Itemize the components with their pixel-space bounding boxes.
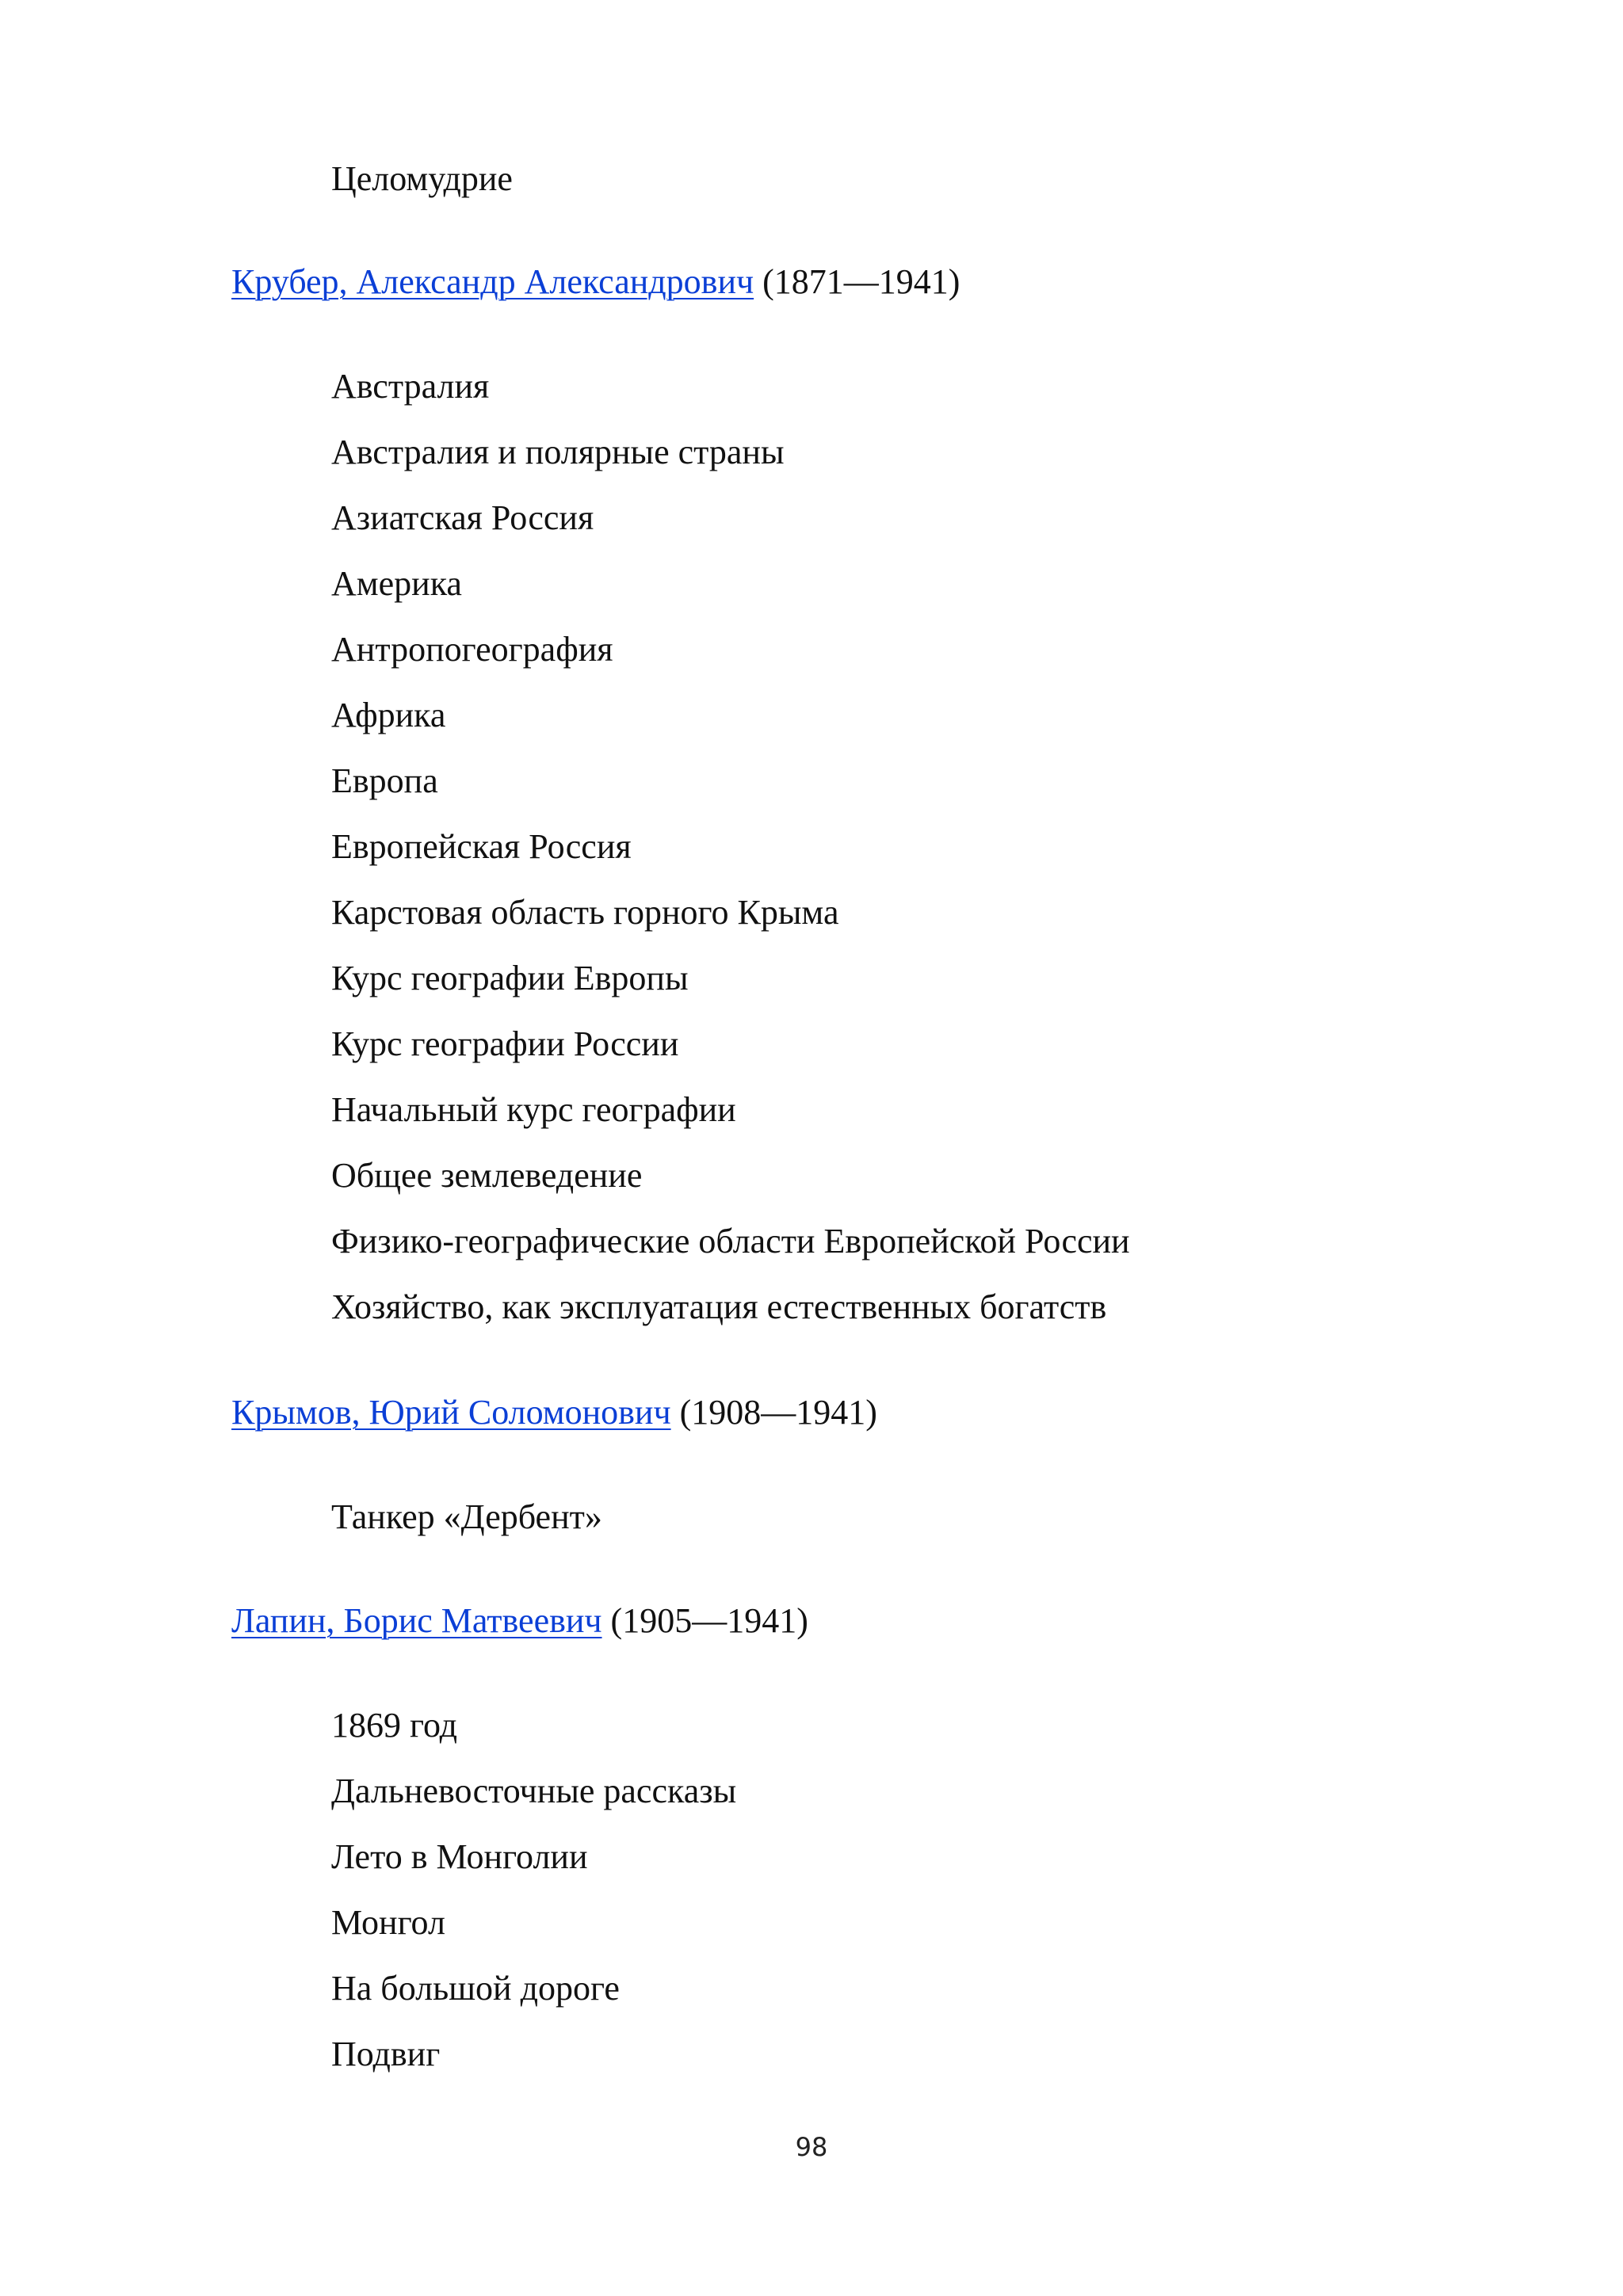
book-title: 1869 год bbox=[331, 1706, 458, 1745]
book-title: Карстовая область горного Крыма bbox=[331, 893, 839, 932]
book-title: Общее землеведение bbox=[331, 1156, 643, 1195]
author-link[interactable]: Лапин, Борис Матвеевич bbox=[231, 1601, 602, 1640]
book-title: Антропогеография bbox=[331, 630, 613, 669]
author-years: (1908—1941) bbox=[679, 1393, 877, 1432]
author-link[interactable]: Крубер, Александр Александрович bbox=[231, 262, 754, 301]
author-link[interactable]: Крымов, Юрий Соломонович bbox=[231, 1393, 671, 1432]
book-title: Азиатская Россия bbox=[331, 498, 594, 537]
author-years: (1905—1941) bbox=[610, 1601, 808, 1640]
book-title: Монгол bbox=[331, 1903, 445, 1942]
page-number: 98 bbox=[795, 2132, 828, 2162]
book-title: Хозяйство, как эксплуатация естественных богатств bbox=[331, 1287, 1107, 1326]
book-title: Европейская Россия bbox=[331, 827, 632, 866]
book-title: Курс географии России bbox=[331, 1024, 679, 1063]
author-entry bbox=[231, 260, 960, 304]
book-title: Австралия bbox=[331, 367, 490, 406]
author-years: (1871—1941) bbox=[762, 262, 960, 301]
book-title: Африка bbox=[331, 696, 446, 734]
book-title: Подвиг bbox=[331, 2035, 441, 2073]
book-title: Европа bbox=[331, 761, 438, 800]
author-entry bbox=[231, 1390, 877, 1435]
book-title: Целомудрие bbox=[331, 159, 513, 198]
book-title: Физико-географические области Европейской России bbox=[331, 1222, 1130, 1261]
book-title: Танкер «Дербент» bbox=[331, 1497, 602, 1536]
book-title: Лето в Монголии bbox=[331, 1837, 588, 1876]
book-title: Австралия и полярные страны bbox=[331, 433, 785, 471]
book-title: Америка bbox=[331, 564, 462, 603]
book-title: Курс географии Европы bbox=[331, 959, 689, 997]
book-title: Дальневосточные рассказы bbox=[331, 1772, 737, 1810]
book-title: Начальный курс географии bbox=[331, 1090, 736, 1129]
book-title: На большой дороге bbox=[331, 1969, 620, 2008]
author-entry bbox=[231, 1599, 808, 1643]
